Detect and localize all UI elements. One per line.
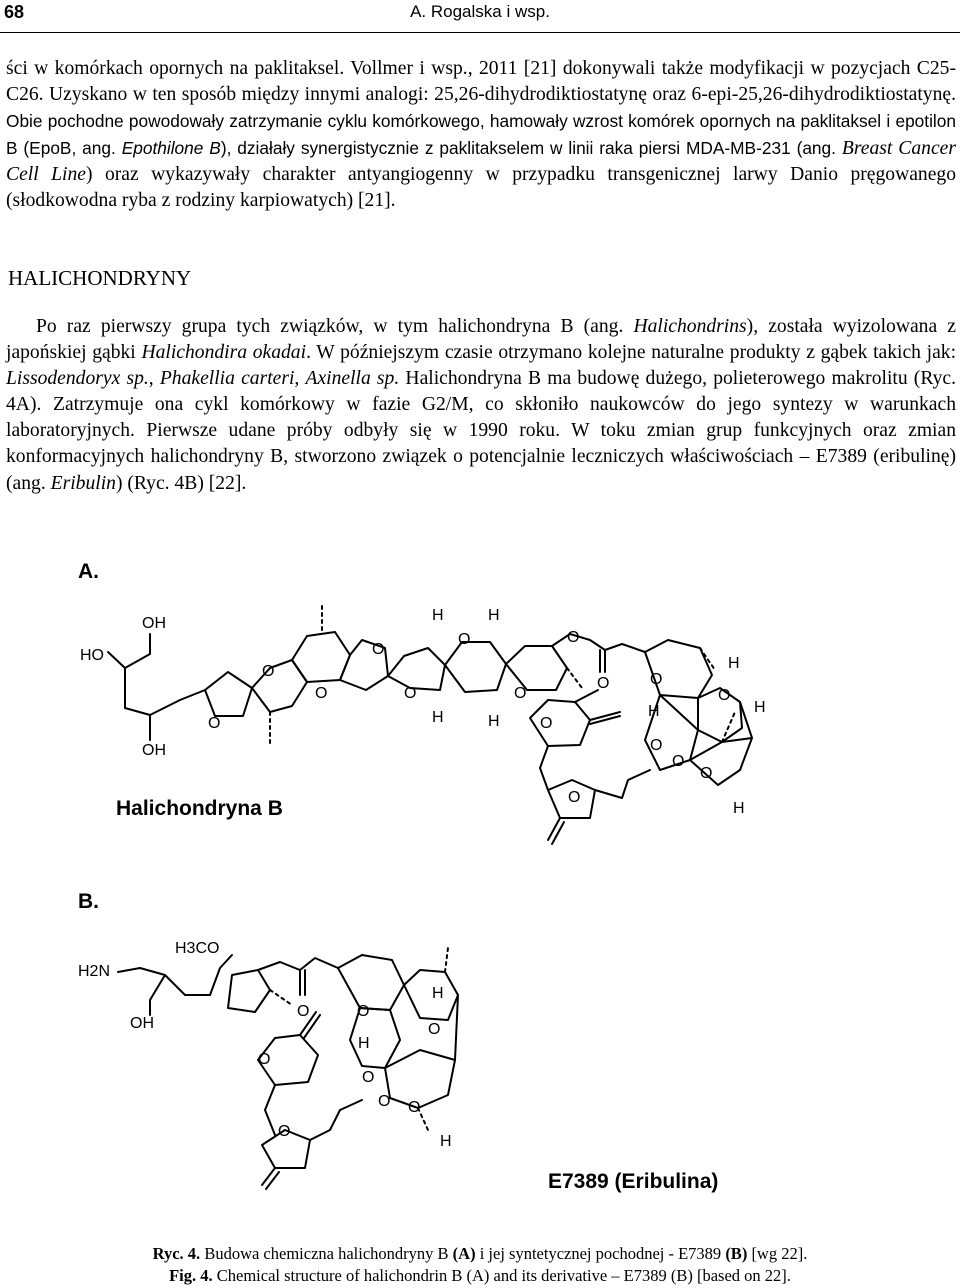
atom-label: H — [728, 655, 740, 672]
atom-label: O — [650, 737, 663, 754]
atom-label: H — [358, 1035, 370, 1052]
atom-label: O — [372, 641, 385, 658]
atom-label: OH — [142, 615, 166, 632]
atom-label: H — [733, 800, 745, 817]
atom-label: H — [488, 713, 500, 730]
atom-label: O — [378, 1093, 391, 1110]
atom-label: H — [754, 699, 766, 716]
atom-label: O — [362, 1069, 375, 1086]
panel-a-label: A. — [78, 560, 99, 583]
atom-label: O — [258, 1051, 271, 1068]
panel-a-compound-name: Halichondryna B — [116, 797, 283, 820]
atom-label: O — [650, 671, 663, 688]
atom-label: O — [458, 631, 471, 648]
atom-label: H — [440, 1133, 452, 1150]
atom-label: OH — [130, 1015, 154, 1032]
atom-label: O — [514, 685, 527, 702]
atom-label: O — [718, 687, 731, 704]
eribulin-structure — [118, 948, 458, 1189]
header-rule — [0, 32, 960, 33]
atom-label: H — [488, 607, 500, 624]
atom-label: O — [700, 765, 713, 782]
atom-label: O — [357, 1003, 370, 1020]
figure-caption-pl: Ryc. 4. Budowa chemiczna halichondryny B (A) i jej syntetycznej pochodnej - E7389 (B) [wg 22]. — [152, 1244, 808, 1263]
figure-caption-en: Fig. 4. Chemical structure of halichondrin B (A) and its derivative – E7389 (B) [based on 22]. — [169, 1266, 791, 1285]
atom-label: O — [567, 629, 580, 646]
figure-chemical-structures — [0, 545, 960, 1205]
atom-label: H2N — [78, 963, 111, 980]
atom-label: H3CO — [175, 940, 220, 957]
atom-label: O — [428, 1021, 441, 1038]
paragraph-continued: ści w komórkach opornych na paklitaksel. Vollmer i wsp., 2011 [21] dokonywali także modyfikacji w pozycjach C25-C26. Uzyskano w ten sposób między innymi analogi: 25,26-dihydrodiktiostatynę oraz 6-epi-25,26-dihydrodiktiostatynę. Obie pochodne powodowały zatrzymanie cyklu komórkowego, hamowały wzrost komórek opornych na paklitaksel i epotilon B (EpoB, ang. Epothilone B), działały synergistycznie z paklitakselem w linii raka piersi MDA-MB-231 (ang. Breast Cancer Cell Line) oraz wykazywały charakter antyangiogenny w przypadku transgenicznej larwy Danio pręgowanego (słodkowodna ryba z rodziny karpiowatych) [21]. — [6, 58, 957, 212]
panel-b-compound-name: E7389 (Eribulina) — [548, 1170, 719, 1193]
atom-label: O — [208, 715, 221, 732]
atom-label: O — [540, 715, 553, 732]
atom-label: O — [672, 753, 685, 770]
atom-label: H — [432, 607, 444, 624]
atom-label: O — [568, 789, 581, 806]
page-header — [0, 0, 960, 32]
atom-label: O — [297, 1003, 310, 1020]
panel-b-label: B. — [78, 890, 99, 913]
atom-label: H — [432, 985, 444, 1002]
page-number: 68 — [4, 2, 25, 22]
atom-label: H — [648, 703, 660, 720]
atom-label: HO — [80, 647, 104, 664]
atom-label: O — [408, 1099, 421, 1116]
atom-label: OH — [142, 742, 166, 759]
atom-label: O — [278, 1123, 291, 1140]
atom-label: O — [315, 685, 328, 702]
running-head: A. Rogalska i wsp. — [410, 2, 550, 21]
atom-label: H — [432, 709, 444, 726]
paragraph-halichondrins: Po raz pierwszy grupa tych związków, w tym halichondryna B (ang. Halichondrins), została wyizolowana z japońskiej gąbki Halichondira okadai. W późniejszym czasie otrzymano kolejne naturalne produkty z gąbek takich jak: Lissodendoryx sp., Phakellia carteri, Axinella sp. Halichondryna B ma budowę dużego, polieterowego makrolitu (Ryc. 4A). Zatrzymuje ona cykl komórkowy w fazie G2/M, co skłoniło naukowców do jego syntezy w warunkach laboratoryjnych. Pierwsze udane próby odbyły się w 1990 roku. W toku zmian grup funkcyjnych oraz zmian konformacyjnych halichondryny B, stworzono związek o potencjalnie leczniczych właściwościach – E7389 (eribulinę) (ang. Eribulin) (Ryc. 4B) [22]. — [6, 316, 957, 494]
atom-label: O — [404, 685, 417, 702]
atom-label: O — [262, 663, 275, 680]
atom-label: O — [597, 675, 610, 692]
section-heading: HALICHONDRYNY — [8, 266, 192, 290]
